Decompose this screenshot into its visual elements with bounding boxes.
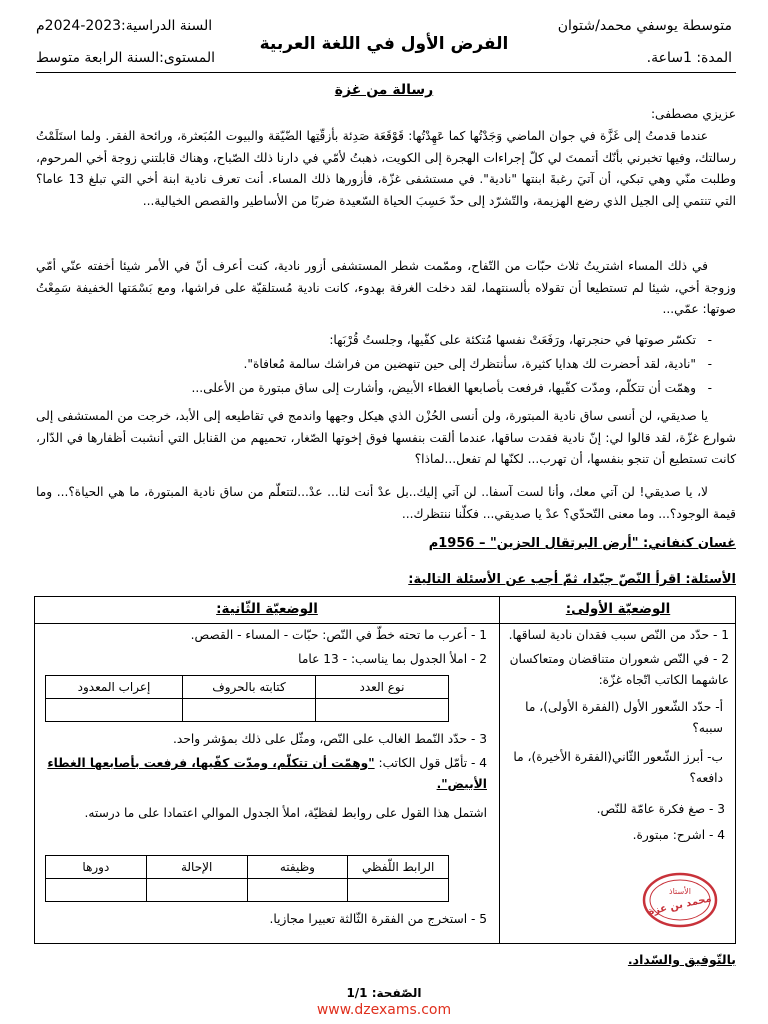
header-row-divider [35,623,735,624]
text-title: رسالة من غزة [334,82,434,98]
first-q2b: ب- أبرز الشّعور الثّاني(الفقرة الأخيرة)، ما دافعه؟ [513,750,723,785]
stamp-line-2: محمد بن عزة [647,893,713,918]
first-q2a: أ- حدّد الشّعور الأول (الفقرة الأولى)، ما سببه؟ [525,700,723,735]
paragraph-2: في ذلك المساء اشتريتُ ثلاث حبّات من التّفاح، وممّمت شطر المستشفى أزور نادية، كنت أعرف أنّ في الأمر شيئا أخفته عنّي أمّي وزوجة أخي، شيئا لم تستطيعا أن تقولاه بألسنتهما، لقد دخلت الغرفة بهدوء، كانت نادية مُستلقيّة على فراشها، ومع بَسْمَتها الخفيفة سَمِعْتُ صوتها: عمّي... [36,259,736,316]
first-situation-title: الوضعيّة الأولى: [565,601,671,617]
questions-box [34,596,736,944]
questions-heading: الأسئلة: اقرأ النّصّ جيّدا، ثمّ أجب عن الأسئلة التالية: [408,572,736,587]
second-q5: 5 - استخرج من الفقرة الثّالثة تعبيرا مجازيا. [269,912,487,926]
bullet-1: - تكسّر صوتها في حنجرتها، ورَفَعَتْ نفسها مُتكئة على كفّيها، وجلستُ قُرْبَها: [36,330,696,351]
stamp-line-1: الأستاذ [669,887,691,896]
connectors-table [45,855,449,902]
paragraph-4: لا، يا صديقي! لن آتي معك، وأنا لست آسفا.. لن آتي إليك..بل عدْ أنت لنا... عدْ...لتتعلّم من ساق نادية المبتورة، ما هي الحياة؟... وما قيمة الوجود؟... وما معنى التّحدّي؟ عدْ يا صديقي... فكلّنا ننتظرك... [36,485,736,521]
first-q1: 1 - حدّد من النّص سبب فقدان نادية لساقها. [508,628,729,642]
website-link[interactable]: www.dzexams.com [316,1002,452,1018]
school-year: السنة الدراسية:2023-2024م [36,18,213,34]
number-table-header-letters: كتابته بالحروف [183,676,316,699]
second-q1: 1 - أعرب ما تحته خطّ في النّص: حبّات - المساء - القصص. [190,628,487,642]
second-q4 [41,753,487,795]
second-q2: 2 - املأ الجدول بما يناسب: - 13 عاما [298,652,487,666]
second-q4-instruction: اشتمل هذا القول على روابط لفظيّة، املأ الجدول الموالي اعتمادا على ما درسته. [84,806,487,820]
connectors-table-cell[interactable] [146,879,247,902]
text-source: غسان كنفاني: "أرض البرتقال الحزين" – 1956م [428,536,736,551]
first-q2: 2 - في النّص شعوران متناقضان ومتعاكسان عاشهما الكاتب اتّجاه غزّة: [509,652,729,687]
connectors-table-header-role: دورها [46,856,147,879]
second-q4-label: 4 - تأمّل قول الكاتب: [378,756,487,770]
connectors-table-cell[interactable] [348,879,449,902]
number-table [45,675,449,722]
exam-duration: المدة: 1ساعة. [646,50,732,66]
first-q4: 4 - اشرح: مبتورة. [632,828,725,842]
paragraph-3: يا صديقي، لن أنسى ساق نادية المبتورة، ولن أنسى الحُزْن الذي هيكل وجهها واندمج في تقاطيعه إلى الأبد، خرجت من المستشفى إلى شوارع غزّة، لقد قالوا لي: إنّ نادية فقدت ساقها، عندما ألقت بنفسها فوق إخوتها الصّغار، تحميهم من القنابل التي أنشبت أظفارها في الدّار، كانت تستطيع أن تنجو بنفسها، أن تهرب... لكنّها لم تفعل...لماذا؟ [36,409,736,466]
connectors-table-header-function: وظيفته [247,856,348,879]
connectors-table-header-reference: الإحالة [146,856,247,879]
paragraph-1: عندما قدمتُ إلى غَزَّة في جوان الماضي وَجَدْتُها كما عَهِدْتُها: قَوْقَعَة صَدِئة بأزقّتِها الضّيّقة والبيوت المُبَعثرة، ورائحة الفقر. ولما استَلَمْتُ رسالتك، وفيها تخبرني بأنّك أتممتَ لي كلّ إجراءات الهجرة إلى الكويت، ذهبتُ لأمّي في دارنا ذلك الصّباح، وهناك قابلتني زوجة أخي المرحوم، وطلبت منّي وهي تبكي، أن آتيَ رغبةَ ابنتها "نادية". في مستشفى غزّة، فأزورها ذلك المساء. أنت تعرف نادية ابنة أخي التي تبلغ 13 عاما؟ التي تنتمي إلى الجيل الذي رضع الهزيمة، والتّشرّد إلى حدّ حَسِبَ الحياة السّعيدة ضربًا من الأساطير والقصص الخيالية... [36,129,736,208]
header-divider [36,72,736,73]
second-q4-quote: "وهمّت أن تتكلّم، ومدّت كفّيها، فرفعت بأصابعها الغطاء الأبيض". [47,756,487,791]
connectors-table-header-connector: الرابط اللّفظي [348,856,449,879]
connectors-table-cell[interactable] [46,879,147,902]
page-number: الصّفحة: 1/1 [346,986,422,1000]
number-table-cell[interactable] [183,699,316,722]
column-divider [499,597,500,943]
exam-level: المستوى:السنة الرابعة متوسط [36,50,216,66]
exam-title: الفرض الأول في اللغة العربية [259,34,509,54]
number-table-cell[interactable] [46,699,183,722]
bullet-3: - وهمّت أن تتكلّم، ومدّت كفّيها، فرفعت بأصابعها الغطاء الأبيض، وأشارت إلى ساق مبتورة من الأعلى... [36,378,696,399]
bullet-2: - "نادية، لقد أحضرت لك هدايا كثيرة، سأنتظرك إلى حين تنهضين من فراشك سالمة مُعافاة". [36,354,696,375]
second-q3: 3 - حدّد النّمط الغالب على النّص، ومثّل على ذلك بمؤشر واحد. [173,732,487,746]
number-table-header-parsing: إعراب المعدود [46,676,183,699]
number-table-header-type: نوع العدد [316,676,449,699]
second-situation-title: الوضعيّة الثّانية: [216,601,318,617]
school-name: متوسطة يوسفي محمد/شتوان [557,18,732,34]
greeting: عزيزي مصطفى: [650,107,736,121]
closing-wish: بالتّوفيق والسّداد. [627,952,736,967]
number-table-cell[interactable] [316,699,449,722]
teacher-stamp [640,870,720,930]
first-q3: 3 - صغ فكرة عامّة للنّص. [596,802,725,816]
connectors-table-cell[interactable] [247,879,348,902]
